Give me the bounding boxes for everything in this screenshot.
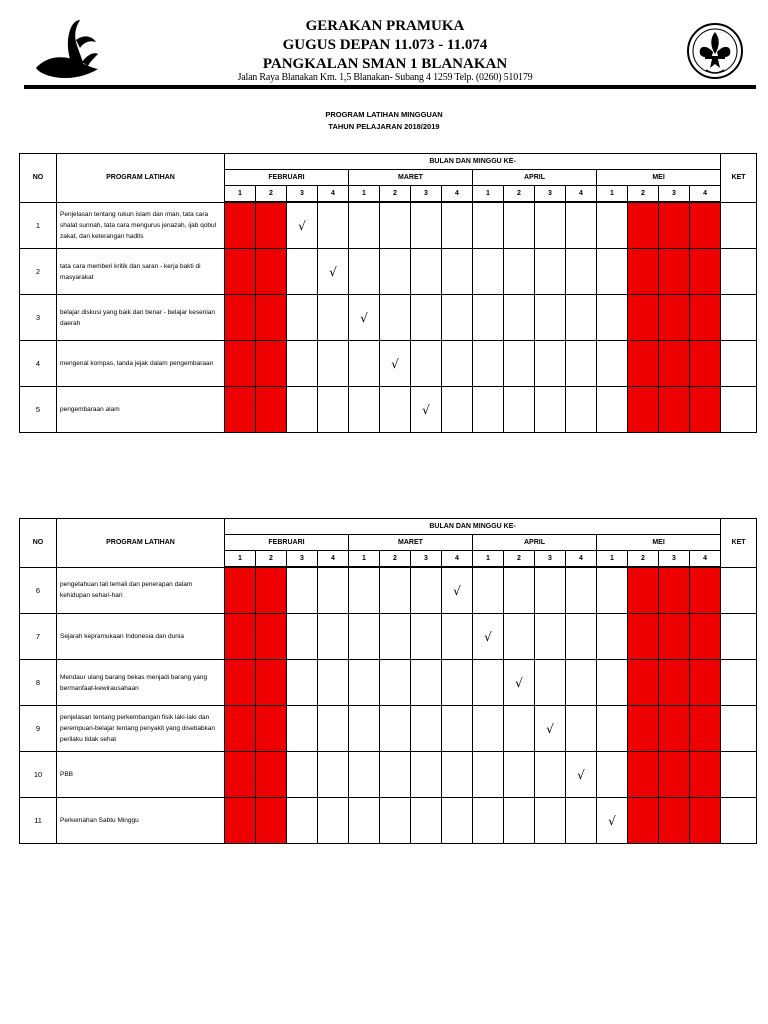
- week-header: 1: [473, 186, 504, 203]
- week-cell: [659, 567, 690, 614]
- week-cell: [504, 614, 535, 660]
- week-cell: [225, 614, 256, 660]
- table-row: [20, 706, 757, 752]
- col-header-program: PROGRAM LATIHAN: [57, 154, 225, 203]
- week-header: 1: [349, 186, 380, 203]
- check-mark: √: [566, 752, 597, 798]
- program-text: pengembaraan alam: [57, 387, 225, 433]
- week-cell: [318, 614, 349, 660]
- check-mark: √: [504, 660, 535, 706]
- week-cell: [349, 202, 380, 249]
- week-cell: [597, 341, 628, 387]
- week-cell: [287, 798, 318, 844]
- week-cell: [349, 341, 380, 387]
- week-cell: [659, 341, 690, 387]
- week-header: 4: [690, 186, 721, 203]
- week-cell: [256, 660, 287, 706]
- week-header: 4: [318, 551, 349, 568]
- letterhead: [0, 0, 768, 92]
- week-cell: [473, 249, 504, 295]
- week-cell: [225, 567, 256, 614]
- gugus-depan: GUGUS DEPAN 11.073 - 11.074: [282, 37, 488, 53]
- week-cell: [659, 202, 690, 249]
- ket-cell: [721, 614, 757, 660]
- week-cell: [597, 614, 628, 660]
- month-header: MEI: [597, 170, 721, 186]
- week-cell: [411, 614, 442, 660]
- week-cell: [659, 249, 690, 295]
- month-header: MEI: [597, 535, 721, 551]
- month-header: APRIL: [473, 170, 597, 186]
- week-cell: [318, 387, 349, 433]
- table-row: [20, 387, 757, 433]
- check-mark: √: [535, 706, 566, 752]
- row-number: 7: [20, 614, 57, 660]
- check-mark: √: [318, 249, 349, 295]
- ket-cell: [721, 752, 757, 798]
- program-text: PBB: [57, 752, 225, 798]
- week-cell: [659, 798, 690, 844]
- week-cell: [380, 614, 411, 660]
- ket-cell: [721, 295, 757, 341]
- week-cell: [566, 202, 597, 249]
- week-header: 2: [380, 551, 411, 568]
- week-cell: [597, 706, 628, 752]
- table-row: [20, 798, 757, 844]
- month-header: MARET: [349, 170, 473, 186]
- ket-cell: [721, 798, 757, 844]
- ket-cell: [721, 202, 757, 249]
- week-cell: [566, 567, 597, 614]
- col-header-program: PROGRAM LATIHAN: [57, 519, 225, 568]
- week-cell: [690, 341, 721, 387]
- program-text: belajar diskusi yang baik dan benar - belajar kesenian daerah: [57, 295, 225, 341]
- week-cell: [659, 660, 690, 706]
- week-header: 1: [597, 551, 628, 568]
- row-number: 3: [20, 295, 57, 341]
- week-cell: [566, 249, 597, 295]
- week-cell: [256, 798, 287, 844]
- week-cell: [318, 341, 349, 387]
- ket-cell: [721, 249, 757, 295]
- week-cell: [287, 341, 318, 387]
- row-number: 5: [20, 387, 57, 433]
- week-cell: [380, 202, 411, 249]
- week-cell: [380, 660, 411, 706]
- program-text: pengetahuan tali temali dan penerapan dalam kehidupan sehari-hari: [57, 567, 225, 614]
- ket-cell: [721, 660, 757, 706]
- week-cell: [442, 706, 473, 752]
- week-cell: [690, 387, 721, 433]
- week-header: 1: [597, 186, 628, 203]
- tunas-kelapa-icon: [32, 18, 102, 80]
- address: Jalan Raya Blanakan Km. 1,5 Blanakan- Subang 4 1259 Telp. (0260) 510179: [237, 72, 533, 83]
- check-mark: √: [473, 614, 504, 660]
- week-cell: [380, 706, 411, 752]
- week-cell: [628, 614, 659, 660]
- week-cell: [349, 660, 380, 706]
- week-header: 3: [659, 551, 690, 568]
- ket-cell: [721, 341, 757, 387]
- fleur-de-lis-emblem-icon: [686, 22, 744, 80]
- week-cell: [628, 798, 659, 844]
- week-cell: [442, 387, 473, 433]
- week-cell: [411, 752, 442, 798]
- week-header: 2: [628, 186, 659, 203]
- week-cell: [690, 567, 721, 614]
- week-cell: [380, 249, 411, 295]
- week-cell: [473, 387, 504, 433]
- week-cell: [256, 202, 287, 249]
- week-cell: [504, 341, 535, 387]
- week-cell: [442, 249, 473, 295]
- week-cell: [256, 387, 287, 433]
- week-cell: [287, 706, 318, 752]
- week-cell: [442, 295, 473, 341]
- week-cell: [225, 202, 256, 249]
- program-text: mengenal kompas, tanda jejak dalam pengembaraan: [57, 341, 225, 387]
- week-header: 2: [256, 551, 287, 568]
- doc-subtitle: TAHUN PELAJARAN 2018/2019: [328, 122, 440, 131]
- table-row: [20, 249, 757, 295]
- week-cell: [442, 752, 473, 798]
- week-header: 4: [690, 551, 721, 568]
- week-cell: [690, 295, 721, 341]
- table-row: [20, 752, 757, 798]
- week-cell: [597, 202, 628, 249]
- program-text: tata cara memberi kritik dan saran - kerja bakti di masyarakat: [57, 249, 225, 295]
- week-cell: [287, 249, 318, 295]
- week-cell: [535, 295, 566, 341]
- week-cell: [659, 752, 690, 798]
- week-cell: [256, 614, 287, 660]
- week-cell: [504, 249, 535, 295]
- week-cell: [225, 387, 256, 433]
- week-cell: [473, 341, 504, 387]
- week-cell: [318, 706, 349, 752]
- week-cell: [535, 752, 566, 798]
- week-cell: [380, 387, 411, 433]
- row-number: 4: [20, 341, 57, 387]
- week-cell: [380, 752, 411, 798]
- week-cell: [225, 341, 256, 387]
- week-cell: [287, 660, 318, 706]
- week-cell: [659, 614, 690, 660]
- week-cell: [535, 567, 566, 614]
- row-number: 8: [20, 660, 57, 706]
- week-header: 1: [225, 551, 256, 568]
- pangkalan: PANGKALAN SMAN 1 BLANAKAN: [262, 56, 508, 72]
- week-header: 4: [566, 186, 597, 203]
- week-cell: [442, 202, 473, 249]
- week-cell: [535, 798, 566, 844]
- week-header: 2: [504, 186, 535, 203]
- check-mark: √: [411, 387, 442, 433]
- week-cell: [690, 706, 721, 752]
- week-cell: [690, 202, 721, 249]
- col-header-no: NO: [20, 519, 57, 568]
- week-cell: [628, 660, 659, 706]
- week-header: 3: [287, 186, 318, 203]
- week-cell: [690, 798, 721, 844]
- week-cell: [473, 798, 504, 844]
- week-cell: [566, 798, 597, 844]
- col-header-month-week: BULAN DAN MINGGU KE-: [225, 154, 721, 170]
- week-header: 2: [256, 186, 287, 203]
- week-cell: [225, 706, 256, 752]
- week-cell: [690, 752, 721, 798]
- col-header-month-week: BULAN DAN MINGGU KE-: [225, 519, 721, 535]
- week-cell: [256, 295, 287, 341]
- week-cell: [566, 614, 597, 660]
- week-header: 3: [411, 551, 442, 568]
- week-cell: [287, 752, 318, 798]
- week-cell: [225, 249, 256, 295]
- col-header-no: NO: [20, 154, 57, 203]
- week-header: 4: [442, 186, 473, 203]
- week-cell: [442, 614, 473, 660]
- week-cell: [380, 295, 411, 341]
- ket-cell: [721, 387, 757, 433]
- week-cell: [442, 798, 473, 844]
- program-text: penjelasan tentang perkembangan fisik laki-laki dan perempuan-belajar tentang penyakit yang disebabkan perilaku tidak sehat: [57, 706, 225, 752]
- week-cell: [628, 706, 659, 752]
- week-cell: [256, 567, 287, 614]
- week-cell: [566, 706, 597, 752]
- check-mark: √: [380, 341, 411, 387]
- week-cell: [473, 202, 504, 249]
- week-cell: [597, 660, 628, 706]
- week-cell: [504, 202, 535, 249]
- week-cell: [349, 798, 380, 844]
- program-text: Perkemahan Sabtu Minggu: [57, 798, 225, 844]
- week-header: 4: [318, 186, 349, 203]
- week-cell: [628, 341, 659, 387]
- week-cell: [628, 387, 659, 433]
- check-mark: √: [349, 295, 380, 341]
- week-cell: [225, 660, 256, 706]
- header-rule: [24, 85, 756, 89]
- week-cell: [535, 387, 566, 433]
- week-cell: [597, 387, 628, 433]
- week-cell: [535, 341, 566, 387]
- week-cell: [473, 567, 504, 614]
- row-number: 6: [20, 567, 57, 614]
- schedule-table-1: [19, 153, 757, 433]
- week-cell: [411, 295, 442, 341]
- ket-cell: [721, 706, 757, 752]
- table-row: [20, 567, 757, 614]
- week-cell: [287, 567, 318, 614]
- row-number: 2: [20, 249, 57, 295]
- week-cell: [659, 295, 690, 341]
- week-header: 3: [287, 551, 318, 568]
- table-row: [20, 614, 757, 660]
- week-cell: [256, 341, 287, 387]
- week-header: 4: [442, 551, 473, 568]
- week-header: 1: [349, 551, 380, 568]
- week-cell: [287, 295, 318, 341]
- table-row: [20, 295, 757, 341]
- week-cell: [411, 567, 442, 614]
- week-cell: [411, 798, 442, 844]
- week-cell: [659, 706, 690, 752]
- week-cell: [628, 202, 659, 249]
- week-cell: [318, 295, 349, 341]
- week-cell: [504, 567, 535, 614]
- week-cell: [256, 249, 287, 295]
- week-header: 1: [225, 186, 256, 203]
- row-number: 11: [20, 798, 57, 844]
- week-cell: [597, 295, 628, 341]
- week-cell: [442, 341, 473, 387]
- week-cell: [411, 341, 442, 387]
- week-header: 2: [628, 551, 659, 568]
- col-header-ket: KET: [721, 154, 757, 203]
- week-cell: [349, 706, 380, 752]
- week-cell: [411, 660, 442, 706]
- week-cell: [287, 387, 318, 433]
- week-header: 2: [504, 551, 535, 568]
- week-cell: [535, 202, 566, 249]
- week-header: 3: [411, 186, 442, 203]
- program-text: Mendaur ulang barang bekas menjadi barang yang bermanfaat-kewirausahaan: [57, 660, 225, 706]
- week-cell: [473, 706, 504, 752]
- week-cell: [659, 387, 690, 433]
- week-cell: [535, 249, 566, 295]
- week-cell: [411, 706, 442, 752]
- week-cell: [225, 798, 256, 844]
- program-text: Sejarah kepramukaan Indonesia dan dunia: [57, 614, 225, 660]
- month-header: APRIL: [473, 535, 597, 551]
- week-cell: [256, 752, 287, 798]
- week-header: 3: [535, 551, 566, 568]
- week-cell: [256, 706, 287, 752]
- week-cell: [442, 660, 473, 706]
- month-header: FEBRUARI: [225, 170, 349, 186]
- schedule-table-2: [19, 518, 757, 844]
- month-header: FEBRUARI: [225, 535, 349, 551]
- week-cell: [318, 660, 349, 706]
- week-cell: [504, 798, 535, 844]
- week-cell: [411, 249, 442, 295]
- week-cell: [473, 660, 504, 706]
- week-cell: [473, 295, 504, 341]
- week-cell: [504, 295, 535, 341]
- week-cell: [628, 567, 659, 614]
- week-cell: [318, 202, 349, 249]
- week-cell: [566, 387, 597, 433]
- week-cell: [287, 614, 318, 660]
- check-mark: √: [287, 202, 318, 249]
- check-mark: √: [597, 798, 628, 844]
- week-cell: [473, 752, 504, 798]
- table-row: [20, 660, 757, 706]
- program-text: Penjelasan tentang rukun islam dan iman, tata cara shalat sunnah, tata cara mengurus jenazah, ijab qobul zakat, dan keterangan hadits: [57, 202, 225, 249]
- week-cell: [380, 798, 411, 844]
- week-cell: [628, 249, 659, 295]
- week-cell: [535, 660, 566, 706]
- row-number: 9: [20, 706, 57, 752]
- week-cell: [566, 660, 597, 706]
- week-cell: [690, 249, 721, 295]
- week-cell: [318, 567, 349, 614]
- week-cell: [380, 567, 411, 614]
- week-cell: [318, 752, 349, 798]
- week-cell: [504, 387, 535, 433]
- week-cell: [628, 752, 659, 798]
- table-row: [20, 202, 757, 249]
- week-cell: [597, 249, 628, 295]
- week-cell: [349, 752, 380, 798]
- week-cell: [628, 295, 659, 341]
- week-cell: [349, 614, 380, 660]
- week-cell: [225, 752, 256, 798]
- week-cell: [411, 202, 442, 249]
- week-cell: [318, 798, 349, 844]
- week-cell: [690, 614, 721, 660]
- week-cell: [504, 752, 535, 798]
- week-cell: [349, 249, 380, 295]
- week-cell: [566, 341, 597, 387]
- row-number: 10: [20, 752, 57, 798]
- week-header: 3: [659, 186, 690, 203]
- org-name: GERAKAN PRAMUKA: [305, 18, 465, 34]
- week-header: 3: [535, 186, 566, 203]
- week-cell: [566, 295, 597, 341]
- check-mark: √: [442, 567, 473, 614]
- col-header-ket: KET: [721, 519, 757, 568]
- week-header: 2: [380, 186, 411, 203]
- week-header: 4: [566, 551, 597, 568]
- week-cell: [225, 295, 256, 341]
- week-cell: [504, 706, 535, 752]
- week-cell: [690, 660, 721, 706]
- week-cell: [597, 567, 628, 614]
- week-cell: [349, 567, 380, 614]
- month-header: MARET: [349, 535, 473, 551]
- table-row: [20, 341, 757, 387]
- ket-cell: [721, 567, 757, 614]
- week-cell: [597, 752, 628, 798]
- row-number: 1: [20, 202, 57, 249]
- doc-title: PROGRAM LATIHAN MINGGUAN: [325, 110, 443, 119]
- week-cell: [535, 614, 566, 660]
- week-header: 1: [473, 551, 504, 568]
- week-cell: [349, 387, 380, 433]
